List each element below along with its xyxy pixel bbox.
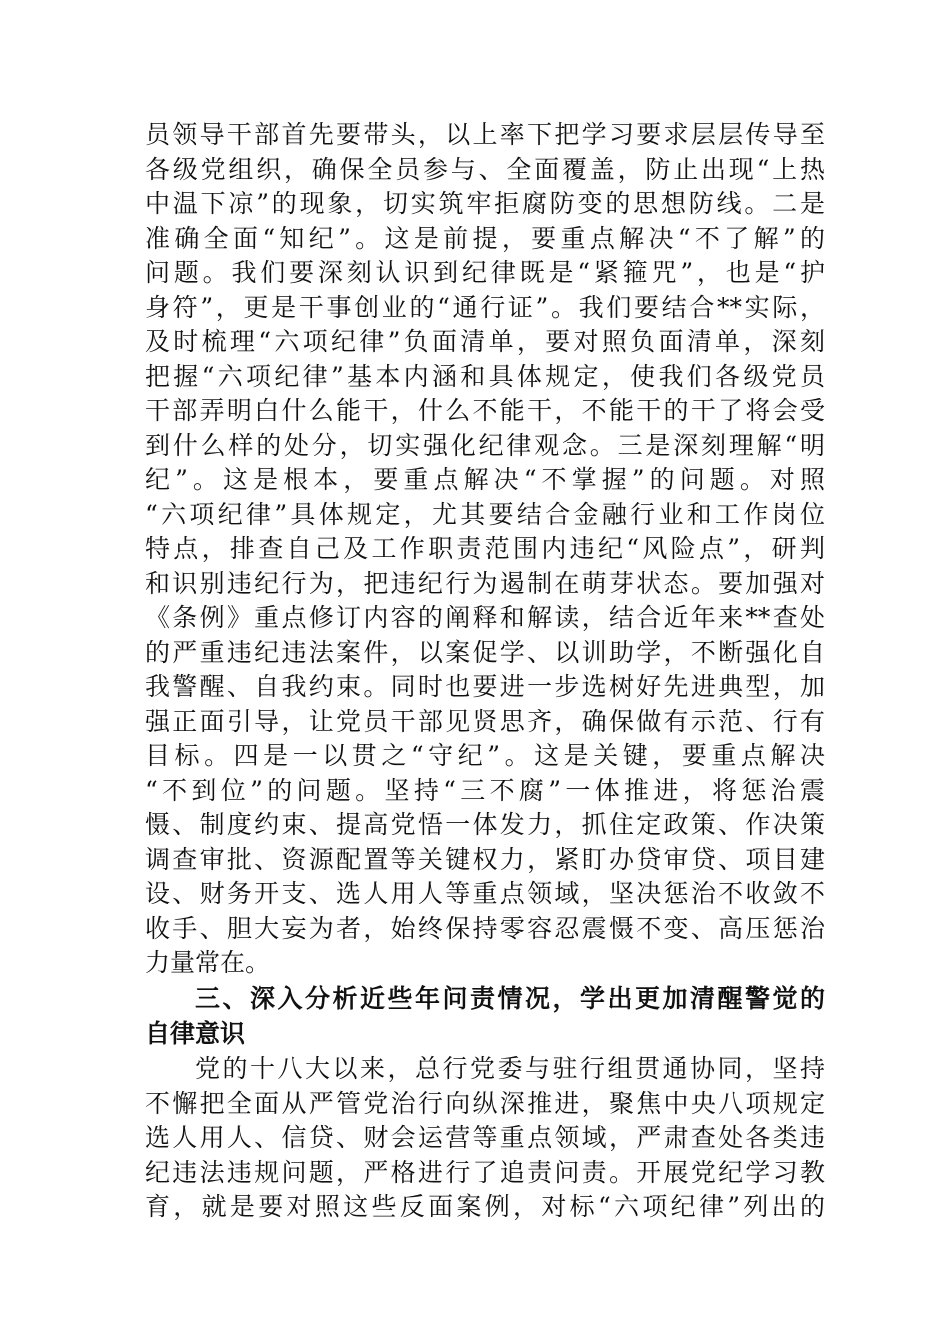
text-line: 选人用人、信贷、财会运营等重点领域，严肃查处各类违 — [145, 1123, 825, 1152]
text-line: 身符”，更是干事创业的“通行证”。我们要结合**实际， — [145, 292, 825, 322]
text-line: 问题。我们要深刻认识到纪律既是“紧箍咒”，也是“护 — [145, 258, 825, 287]
text-line: 党的十八大以来，总行党委与驻行组贯通协同，坚持 — [195, 1054, 825, 1083]
text-line: 《条例》重点修订内容的阐释和解读，结合近年来**查处 — [145, 603, 825, 632]
text-line: 准确全面“知纪”。这是前提，要重点解决“不了解”的 — [145, 223, 825, 253]
text-line: 慑、制度约束、提高党悟一体发力，抓住定政策、作决策 — [145, 810, 825, 839]
text-line: 和识别违纪行为，把违纪行为遏制在萌芽状态。要加强对 — [145, 568, 825, 598]
text-line: 强正面引导，让党员干部见贤思齐，确保做有示范、行有 — [145, 706, 825, 736]
text-line: 各级党组织，确保全员参与、全面覆盖，防止出现“上热 — [145, 154, 825, 184]
text-line: “六项纪律”具体规定，尤其要结合金融行业和工作岗位 — [145, 499, 825, 529]
text-line: 不懈把全面从严管党治行向纵深推进，聚焦中央八项规定 — [145, 1088, 825, 1118]
text-line: “不到位”的问题。坚持“三不腐”一体推进，将惩治震 — [145, 775, 825, 805]
text-line: 纪”。这是根本，要重点解决“不掌握”的问题。对照 — [145, 465, 825, 494]
body-paragraph-2 — [145, 1052, 825, 1225]
text-line: 目标。四是一以贯之“守纪”。这是关键，要重点解决 — [145, 741, 825, 770]
text-line: 我警醒、自我约束。同时也要进一步选树好先进典型，加 — [145, 672, 825, 701]
text-line: 纪违法违规问题，严格进行了追责问责。开展党纪学习教 — [145, 1157, 825, 1187]
body-paragraph-1 — [145, 118, 825, 981]
text-line: 育，就是要对照这些反面案例，对标“六项纪律”列出的 — [145, 1192, 825, 1221]
text-line: 设、财务开支、选人用人等重点领域，坚决惩治不收敛不 — [145, 879, 825, 908]
text-line: 调查审批、资源配置等关键权力，紧盯办贷审贷、项目建 — [145, 844, 825, 874]
text-line: 及时梳理“六项纪律”负面清单，要对照负面清单，深刻 — [145, 327, 825, 356]
text-line: 特点，排查自己及工作职责范围内违纪“风险点”，研判 — [145, 534, 825, 563]
text-line: 力量常在。 — [145, 948, 271, 977]
text-line: 的严重违纪违法案件，以案促学、以训助学，不断强化自 — [145, 637, 825, 667]
text-line: 中温下凉”的现象，切实筑牢拒腐防变的思想防线。二是 — [145, 189, 825, 218]
text-line: 干部弄明白什么能干，什么不能干，不能干的干了将会受 — [145, 396, 825, 425]
text-line: 员领导干部首先要带头，以上率下把学习要求层层传导至 — [145, 120, 825, 149]
text-line: 到什么样的处分，切实强化纪律观念。三是深刻理解“明 — [145, 430, 825, 460]
section-heading — [145, 982, 825, 1051]
text-line: 收手、胆大妄为者，始终保持零容忍震慑不变、高压惩治 — [145, 913, 825, 943]
heading-line: 三、深入分析近些年问责情况，学出更加清醒警觉的 — [195, 984, 825, 1013]
text-line: 把握“六项纪律”基本内涵和具体规定，使我们各级党员 — [145, 361, 825, 391]
heading-line: 自律意识 — [145, 1018, 246, 1048]
